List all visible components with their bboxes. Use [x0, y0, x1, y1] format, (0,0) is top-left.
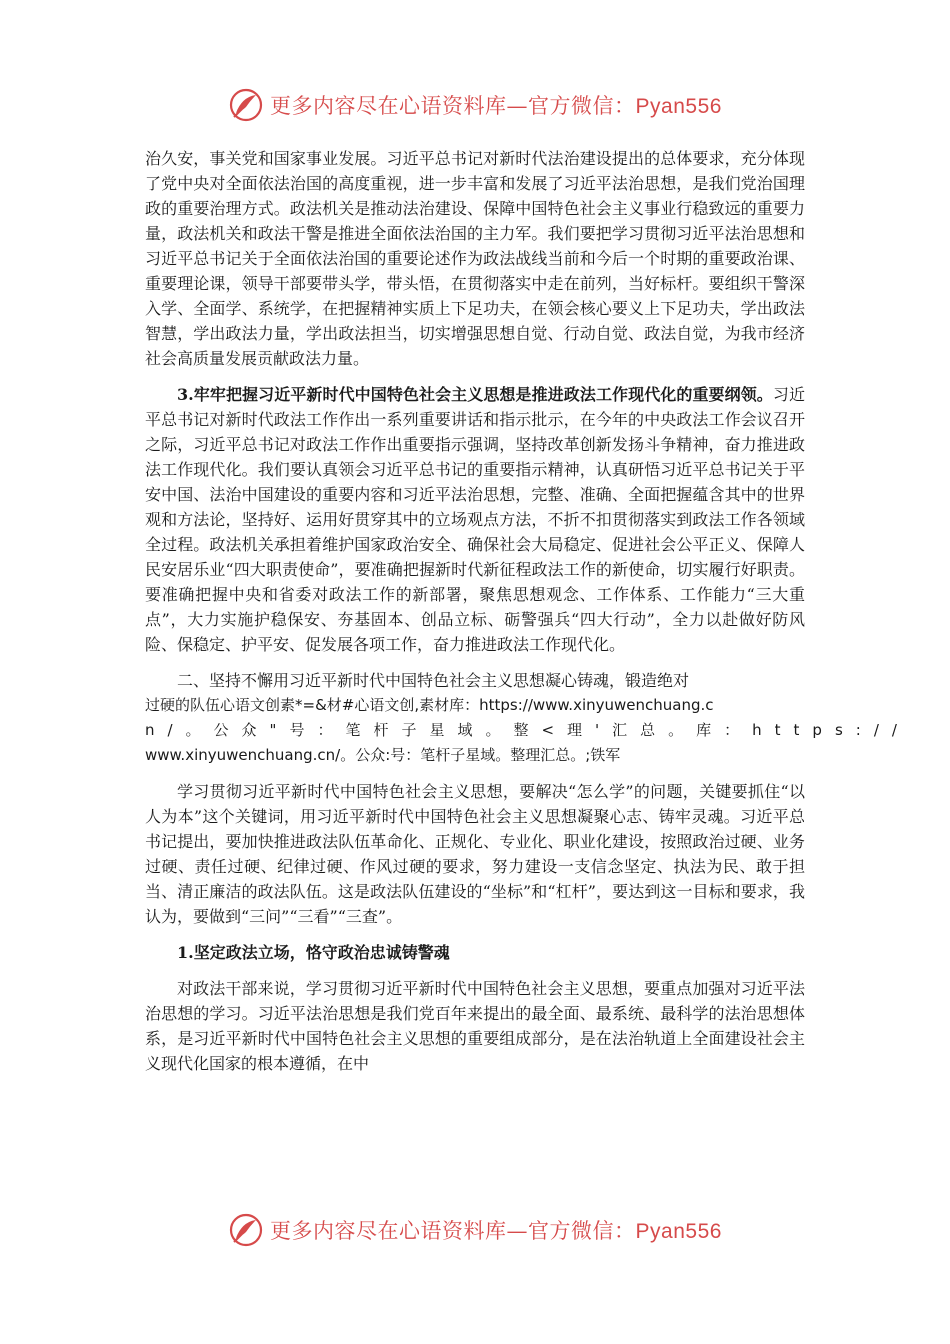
- section-heading-two: [145, 668, 910, 768]
- paragraph-principle-3: [145, 382, 805, 657]
- brand-logo-icon: [228, 1212, 264, 1248]
- banner-text: 更多内容尽在心语资料库—官方微信：Pyan556: [270, 1219, 722, 1243]
- banner-text: 更多内容尽在心语资料库—官方微信：Pyan556: [270, 94, 722, 118]
- subheading: 1.坚定政法立场，恪守政治忠诚铸警魂: [177, 943, 450, 962]
- section-heading-line: 二、坚持不懈用习近平新时代中国特色社会主义思想凝心铸魂，锻造绝对: [177, 671, 690, 690]
- paragraph: 学习贯彻习近平新时代中国特色社会主义思想，要解决“怎么学”的问题，关键要抓住“以人为本”这个关键词，用习近平新时代中国特色社会主义思想凝聚心志、铸牢灵魂。习近平总书记提出，要加快推进政法队伍革命化、正规化、专业化、职业化建设，按照政治过硬、业务过硬、责任过硬、纪律过硬、作风过硬的要求，努力建设一支信念坚定、执法为民、敢于担当、清正廉洁的政法队伍。这是政法队伍建设的“坐标”和“杠杆”，要达到这一目标和要求，我认为，要做到“三问”“三看”“三查”。: [145, 782, 805, 926]
- section-heading-line: 过硬的队伍心语文创素*=&材#心语文创,素材库：https://www.xinyuwenchuang.c: [145, 696, 714, 714]
- paragraph: 对政法干部来说，学习贯彻习近平新时代中国特色社会主义思想，要重点加强对习近平法治思想的学习。习近平法治思想是我们党百年来提出的最全面、最系统、最科学的法治思想体系，是习近平新时代中国特色社会主义思想的重要组成部分，是在法治轨道上全面建设社会主义现代化国家的根本遵循，在中: [145, 979, 805, 1073]
- footer-watermark-banner: [0, 1210, 950, 1250]
- paragraph-heading: 3.牢牢把握习近平新时代中国特色社会主义思想是推进政法工作现代化的重要纲领。: [177, 385, 773, 404]
- paragraph-text: 习近平总书记对新时代政法工作作出一系列重要讲话和指示批示，在今年的中央政法工作会议召开之际，习近平总书记对政法工作作出重要指示强调，坚持改革创新发扬斗争精神，奋力推进政法工作现代化。我们要认真领会习近平总书记的重要指示精神，认真研悟习近平总书记关于平安中国、法治中国建设的重要内容和习近平法治思想，完整、准确、全面把握蕴含其中的世界观和方法论，坚持好、运用好贯穿其中的立场观点方法，不折不扣贯彻落实到政法工作各领域全过程。政法机关承担着维护国家政治安全、确保社会大局稳定、促进社会公平正义、保障人民安居乐业“四大职责使命”，要准确把握新时代新征程政法工作的新使命，切实履行好职责。要准确把握中央和省委对政法工作的新部署，聚焦思想观念、工作体系、工作能力“三大重点”，大力实施护稳保安、夯基固本、创品立标、砺警强兵“四大行动”，全力以赴做好防风险、保稳定、护平安、促发展各项工作，奋力推进政法工作现代化。: [145, 385, 805, 654]
- section-heading-line: www.xinyuwenchuang.cn/。公众:号：笔杆子星域。整理汇总。;铁军: [145, 746, 621, 764]
- section-heading-line: n/。公众"号：笔杆子星域。整<理'汇总。库：https://: [145, 721, 910, 739]
- header-watermark-banner: [0, 85, 950, 125]
- document-body: [145, 146, 910, 1076]
- paragraph: 治久安，事关党和国家事业发展。习近平总书记对新时代法治建设提出的总体要求，充分体现了党中央对全面依法治国的高度重视，进一步丰富和发展了习近平法治思想，是我们党治国理政的重要治理方式。政法机关是推动法治建设、保障中国特色社会主义事业行稳致远的重要力量，政法机关和政法干警是推进全面依法治国的主力军。我们要把学习贯彻习近平法治思想和习近平总书记关于全面依法治国的重要论述作为政法战线当前和今后一个时期的重要政治课、重要理论课，领导干部要带头学，带头悟，在贯彻落实中走在前列，当好标杆。要组织干警深入学、全面学、系统学，在把握精神实质上下足功夫，在领会核心要义上下足功夫，学出政法智慧，学出政法力量，学出政法担当，切实增强思想自觉、行动自觉、政法自觉，为我市经济社会高质量发展贡献政法力量。: [145, 149, 805, 368]
- brand-logo-icon: [228, 87, 264, 123]
